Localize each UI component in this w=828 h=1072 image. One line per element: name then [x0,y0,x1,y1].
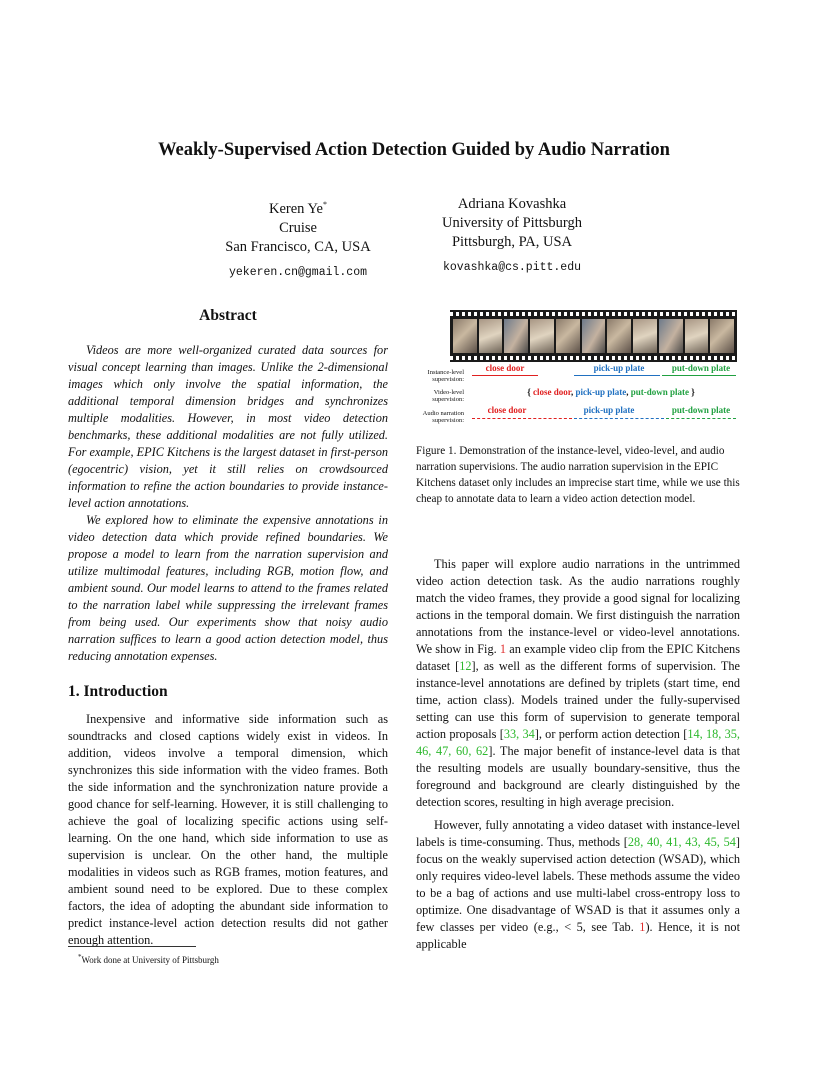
video-level-set: { close door, pick-up plate, put-down plate } [527,387,695,397]
label-line: supervision: [432,417,464,424]
citation-link[interactable]: 12 [459,659,472,673]
video-putdown: put-down plate [630,387,689,397]
instance-pickup-bar [574,375,660,376]
author-1-email: yekeren.cn@gmail.com [228,265,368,279]
footnote [78,953,219,965]
video-frame [556,319,580,353]
video-level-label [416,389,464,403]
video-frame [710,319,734,353]
label-line: supervision: [432,396,464,403]
author-1-location: San Francisco, CA, USA [225,238,371,255]
text-run: This paper will explore audio narrations in the untrimmed video action detection task. As the audio narrations roughly match the video frames, they provide a good signal for localizing actions in the temporal domain. We first distinguish the narration annotations from the instance-level or video-level annotations. We show in Fig. [416,557,740,656]
audio-close-door-label: close door [487,405,527,415]
instance-putdown-bar [662,375,736,376]
figure-1 [416,308,740,428]
video-pickup: pick-up plate [575,387,627,397]
video-frame [633,319,657,353]
author-1-name: Keren Ye [269,200,323,217]
author-2-email: kovashka@cs.pitt.edu [442,261,582,274]
footnote-text: Work done at University of Pittsburgh [81,955,219,965]
instance-pickup-label: pick-up plate [593,363,645,373]
label-line: Video-level [433,389,464,396]
instance-close-door-label: close door [485,363,525,373]
filmstrip-image [450,310,737,362]
footnote-mark: * [78,953,82,961]
abstract-body [68,342,388,665]
author-1 [200,195,396,282]
audio-pickup-bar [574,418,664,419]
right-paragraph-2 [416,817,740,953]
video-frame [659,319,683,353]
label-line: Audio narration [422,410,464,417]
audio-narration-label [416,410,464,424]
film-perforation [450,356,737,360]
instance-putdown-label: put-down plate [671,363,731,373]
video-close-door: close door [533,387,571,397]
right-column-body [416,556,740,953]
video-frame [479,319,503,353]
author-2-affiliation: University of Pittsburgh [442,215,582,231]
author-2-name: Adriana Kovashka [457,196,567,212]
table-link[interactable]: 1 [639,920,646,934]
author-2-location: Pittsburgh, PA, USA [451,234,573,250]
text-run: ], as well as the different forms of supervision. The instance-level annotations are defined by triplets (start time, end time, action class). Models trained under the fully-supervised setting can use this form of supervision to generate temporal action proposals [ [416,659,740,741]
video-frame [582,319,606,353]
instance-close-door-bar [472,375,538,376]
author-1-affiliation: Cruise [279,219,317,236]
text-run: ). Hence, it is not applicable [416,920,740,951]
intro-body [68,711,388,949]
figure-1-caption: Figure 1. Demonstration of the instance-level, video-level, and audio narration supervisions. The audio narration supervision in the EPIC Kitchens dataset only includes an imprecise start time, while we use this cheap to annotate data to learn a video action detection model. [416,445,740,505]
label-line: Instance-level [427,369,464,376]
citation-link[interactable]: 28, 40, 41, 43, 45, 54 [627,835,736,849]
abstract-paragraph: Videos are more well-organized curated data sources for visual concept learning than images. Unlike the 2-dimensional images which only involve the spatial information, the additional temporal dimension bridges and synchronizes multiple modalities. However, in most video detection benchmarks, these additional modalities are not fully utilized. For example, EPIC Kitchens is the largest dataset in first-person (egocentric) vision, yet it still relies on crowdsourced information to refine the action boundaries to provide instance-level action annotations. [68,343,388,510]
intro-paragraph: Inexpensive and informative side information such as soundtracks and closed captions widely exist in videos. In addition, videos involve a temporal dimension, which synchronizes this side information with the video frames. Both the side information and the synchronization nature provide a good chance for self-learning. However, it is still challenging to achieve the goal of localizing specific actions using self-learning. On the one hand, which side information to use as supervision is unclear. On the other hand, the multiple modalities in videos such as RGB frames, motion features, and ambient sound need to be explored. Due to these complex factors, the idea of adopting the abundant side information to predict instance-level action detection results did not gather enough attention. [68,712,388,947]
citation-link[interactable]: 14, 18, 35, 46, 47, 60, 62 [416,727,740,758]
label-line: supervision: [432,376,464,383]
author-1-mark: * [322,200,327,209]
paper-title: Weakly-Supervised Action Detection Guided by Audio Narration [158,140,670,160]
abstract-heading: Abstract [199,307,257,324]
audio-close-door-bar [472,418,572,419]
instance-level-label [416,369,464,383]
text-run: ]. The major benefit of instance-level data is that the resulting models are usually boundary-sensitive, thus the foreground and background are clearly distinguished by the detection scores, resulting in high average precision. [416,744,740,809]
right-paragraph-1 [416,556,740,811]
text-run: an example video clip from the EPIC Kitchens dataset [ [416,642,740,673]
text-run: However, fully annotating a video dataset with instance-level labels is time-consuming. Thus, methods [ [416,818,740,849]
video-frame [530,319,554,353]
abstract-paragraph: We explored how to eliminate the expensive annotations in video detection data which provide refined boundaries. We propose a model to learn from the narration supervision and utilize multimodal features, including RGB, motion flow, and ambient sound. Our model learns to attend to the frames related to the narration label while suppressing the irrelevant frames from being used. Our experiments show that noisy audio narration suffices to learn a good action detection model, thus reducing annotation expenses. [68,513,388,663]
text-run: ] focus on the weakly supervised action detection (WSAD), which only requires video-level labels. These methods assume the video to be a bag of actions and use multi-label cross-entropy loss to optimize. One disadvantage of WSAD is that it assumes only a few classes per video (e.g., < 5, see Tab. [416,835,740,934]
video-frames [453,319,734,353]
citation-link[interactable]: 33, 34 [503,727,535,741]
audio-putdown-bar [666,418,736,419]
video-frame [504,319,528,353]
author-2 [414,195,610,277]
figure-link[interactable]: 1 [499,642,507,656]
video-frame [607,319,631,353]
video-frame [685,319,709,353]
intro-heading: 1. Introduction [68,683,168,700]
audio-pickup-label: pick-up plate [583,405,635,415]
audio-putdown-label: put-down plate [671,405,731,415]
footnote-divider [68,946,196,947]
video-frame [453,319,477,353]
text-run: ], or perform action detection [ [534,727,688,741]
film-perforation [450,312,737,316]
